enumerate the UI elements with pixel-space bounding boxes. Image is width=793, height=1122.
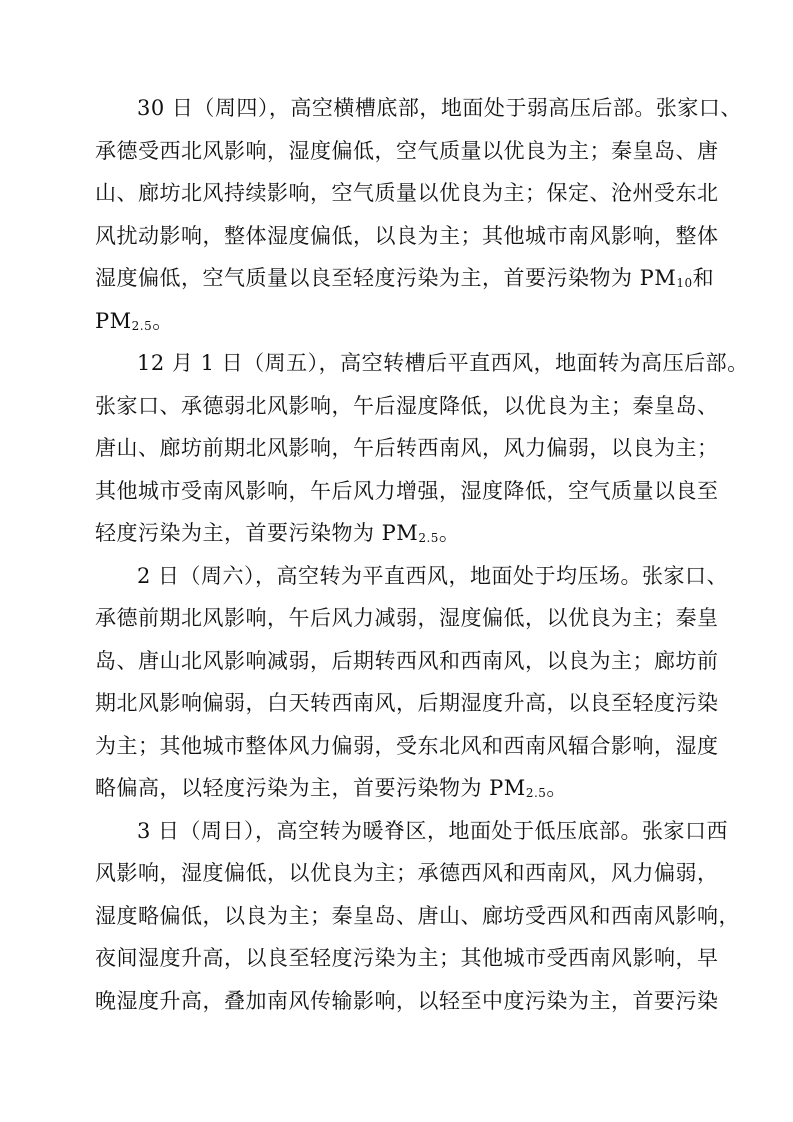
paragraph-3 — [95, 555, 729, 810]
paragraph-line: 晚湿度升高，叠加南风传输影响，以轻至中度污染为主，首要污染 — [95, 988, 719, 1013]
paragraph-line: 唐山、廊坊前期北风影响，午后转西南风，风力偏弱，以良为主； — [95, 436, 719, 460]
subscript: 2.5 — [525, 786, 547, 800]
document-page — [95, 87, 749, 1022]
paragraph-line: 山、廊坊北风持续影响，空气质量以优良为主；保定、沧州受东北 — [95, 181, 719, 205]
paragraph-line: 12 月 1 日（周五），高空转槽后平直西风，地面转为高压后部。 — [137, 351, 749, 375]
subscript: 10 — [676, 276, 693, 290]
text-segment: 轻度污染为主，首要污染物为 PM — [95, 521, 419, 545]
paragraph-line: 为主；其他城市整体风力偏弱，受东北风和西南风辐合影响，湿度 — [95, 733, 719, 758]
paragraph-line — [95, 300, 715, 343]
paragraph-line — [95, 767, 715, 810]
paragraph-line: 3 日（周日），高空转为暖脊区，地面处于低压底部。张家口西 — [137, 818, 729, 843]
paragraph-4 — [95, 810, 740, 1023]
text-segment: PM — [95, 308, 132, 333]
paragraph-2 — [95, 342, 749, 555]
text-segment: 湿度偏低，空气质量以良至轻度污染为主，首要污染物为 PM — [95, 266, 677, 290]
text-segment: 和 — [692, 266, 715, 290]
paragraph-line: 其他城市受南风影响，午后风力增强，湿度降低，空气质量以良至 — [95, 478, 719, 503]
paragraph-line: 风扰动影响，整体湿度偏低，以良为主；其他城市南风影响，整体 — [95, 223, 719, 248]
paragraph-line: 2 日（周六），高空转为平直西风，地面处于均压场。张家口、 — [137, 563, 729, 588]
subscript: 2.5 — [131, 318, 153, 333]
text-segment: 。 — [438, 521, 461, 545]
text-segment: 略偏高，以轻度污染为主，首要污染物为 PM — [95, 776, 526, 800]
paragraph-line: 夜间湿度升高，以良至轻度污染为主；其他城市受西南风影响，早 — [95, 946, 719, 970]
paragraph-1 — [95, 87, 742, 342]
paragraph-line: 承德前期北风影响，午后风力减弱，湿度偏低，以优良为主；秦皇 — [95, 606, 719, 630]
paragraph-line: 风影响，湿度偏低，以优良为主；承德西风和西南风，风力偏弱， — [95, 861, 719, 885]
paragraph-line: 岛、唐山北风影响减弱，后期转西风和西南风，以良为主；廊坊前 — [95, 648, 719, 673]
paragraph-line: 张家口、承德弱北风影响，午后湿度降低，以优良为主；秦皇岛、 — [95, 393, 719, 418]
paragraph-line: 30 日（周四），高空横槽底部，地面处于弱高压后部。张家口、 — [137, 96, 742, 120]
paragraph-line: 承德受西北风影响，湿度偏低，空气质量以优良为主；秦皇岛、唐 — [95, 138, 719, 163]
subscript: 2.5 — [418, 531, 439, 545]
text-segment: 。 — [546, 776, 568, 800]
text-segment: 。 — [152, 308, 174, 333]
paragraph-line: 湿度略偏低，以良为主；秦皇岛、唐山、廊坊受西风和西南风影响， — [95, 903, 740, 928]
paragraph-line: 期北风影响偏弱，白天转西南风，后期湿度升高，以良至轻度污染 — [95, 691, 719, 715]
paragraph-line — [95, 257, 715, 300]
paragraph-line — [95, 512, 715, 555]
